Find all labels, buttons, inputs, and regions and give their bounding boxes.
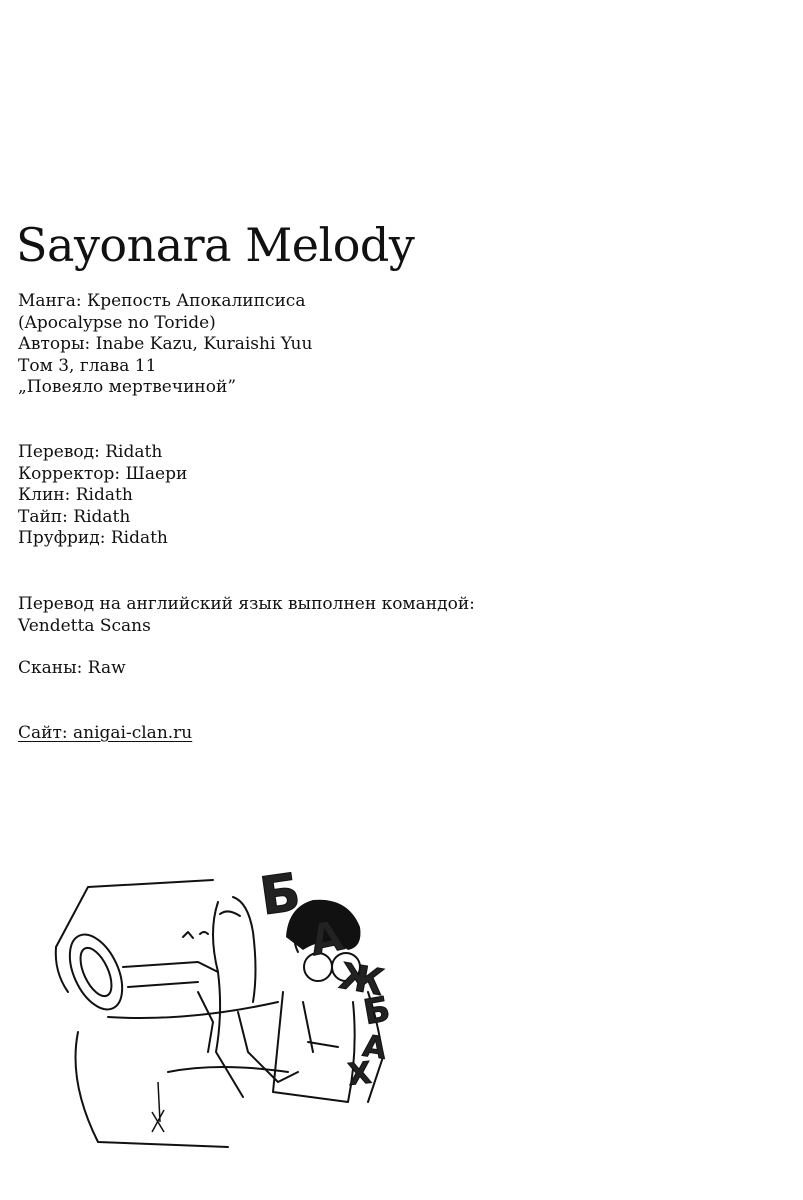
manga-info (18, 291, 312, 399)
credit-clean: Клин: Ridath (18, 485, 133, 505)
info-line-manga: Манга: Крепость Апокалипсиса (18, 291, 306, 311)
sfx-letter-5: А (360, 1028, 389, 1067)
sfx-letter-1: Б (256, 862, 305, 928)
credit-type: Тайп: Ridath (18, 506, 131, 527)
info-line-volume-chapter: Том 3, глава 11 (18, 355, 157, 376)
info-line-authors: Авторы: Inabe Kazu, Kuraishi Yuu (18, 334, 313, 354)
credit-proofread: Пруфрид: Ridath (18, 528, 168, 548)
english-translation-team: Vendetta Scans (18, 615, 151, 636)
sfx-letter-4: Б (360, 989, 394, 1034)
sfx-letter-6: Х (346, 1055, 373, 1093)
credit-translation: Перевод: Ridath (18, 442, 163, 462)
info-line-chapter-title: „Повеяло мертвечиной” (18, 377, 237, 397)
scans-credit: Сканы: Raw (18, 658, 126, 678)
english-translation-label: Перевод на английский язык выполнен командой: (18, 594, 475, 614)
info-line-original-title: (Apocalypse no Toride) (18, 312, 216, 333)
credits-list (18, 442, 187, 550)
page-title: Sayonara Melody (16, 218, 415, 272)
english-translation-credit (18, 594, 475, 637)
sfx-letter-2: А (305, 910, 348, 966)
manga-illustration (48, 842, 418, 1152)
credit-correction: Корректор: Шаери (18, 463, 188, 484)
sfx-letter-3: Ж (336, 956, 387, 1005)
site-link[interactable]: Сайт: anigai-clan.ru (18, 723, 193, 743)
